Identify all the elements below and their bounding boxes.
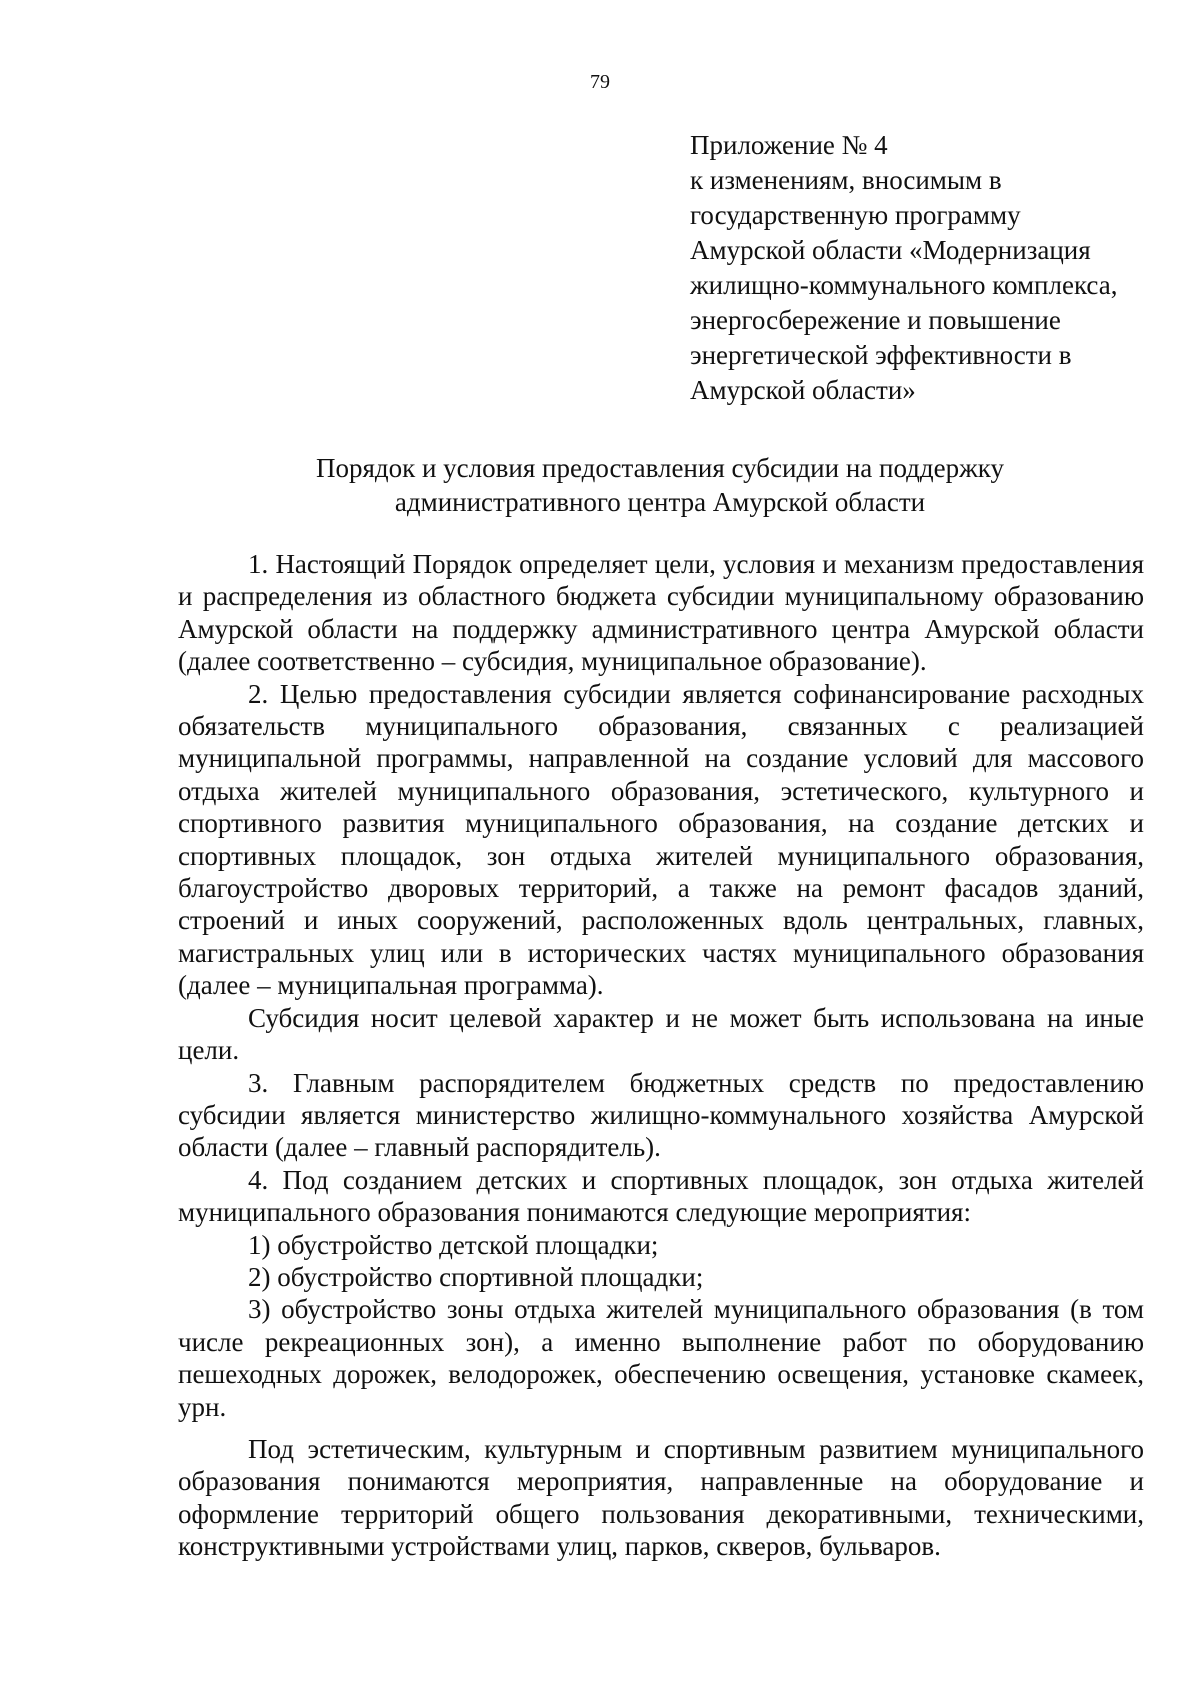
list-item-3: 3) обустройство зоны отдыха жителей муниципального образования (в том числе рекреационных зон), а именно выполнение работ по оборудованию пешеходных дорожек, велодорожек, обеспечению освещения, установке скамеек, урн. bbox=[178, 1294, 1144, 1422]
paragraph-aesthetic-development: Под эстетическим, культурным и спортивным развитием муниципального образования понимаются мероприятия, направленные на оборудование и оформление территорий общего пользования декоративными, техническими, конструктивными устройствами улиц, парков, скверов, бульваров. bbox=[178, 1433, 1144, 1562]
appendix-line: к изменениям, вносимым в bbox=[690, 165, 1002, 195]
appendix-line: Приложение № 4 bbox=[690, 130, 888, 160]
appendix-line: Амурской области «Модернизация bbox=[690, 235, 1091, 265]
appendix-line: энергетической эффективности в bbox=[690, 340, 1072, 370]
document-title-line: административного центра Амурской области bbox=[394, 487, 926, 517]
appendix-header bbox=[690, 128, 1180, 408]
appendix-line: жилищно-коммунального комплекса, bbox=[690, 270, 1118, 300]
paragraph-3: 3. Главным распорядителем бюджетных средств по предоставлению субсидии является министерство жилищно-коммунального хозяйства Амурской области (далее – главный распорядитель). bbox=[178, 1067, 1144, 1163]
page-number: 79 bbox=[590, 71, 610, 93]
list-item-1: 1) обустройство детской площадки; bbox=[248, 1229, 659, 1260]
paragraph-1: 1. Настоящий Порядок определяет цели, условия и механизм предоставления и распределения из областного бюджета субсидии муниципальному образованию Амурской области на поддержку административного центра Амурской области (далее соответственно – субсидия, муниципальное образование). bbox=[178, 549, 1144, 677]
appendix-line: энергосбережение и повышение bbox=[690, 305, 1061, 335]
document-title-line: Порядок и условия предоставления субсидии на поддержку bbox=[315, 453, 1005, 483]
appendix-line: государственную программу bbox=[690, 200, 1021, 230]
list-item-2: 2) обустройство спортивной площадки; bbox=[248, 1261, 704, 1292]
paragraph-2: 2. Целью предоставления субсидии является софинансирование расходных обязательств муниципального образования, связанных с реализацией муниципальной программы, направленной на создание условий для массового отдыха жителей муниципального образования, эстетического, культурного и спортивного развития муниципального образования, на создание детских и спортивных площадок, зон отдыха жителей муниципального образования, благоустройство дворовых территорий, а также на ремонт фасадов зданий, строений и иных сооружений, расположенных вдоль центральных, главных, магистральных улиц или в исторических частях муниципального образования (далее – муниципальная программа). bbox=[178, 678, 1144, 1001]
appendix-line: Амурской области» bbox=[690, 375, 916, 405]
document-title bbox=[175, 451, 1145, 519]
document-body bbox=[178, 548, 1144, 1563]
paragraph-4: 4. Под созданием детских и спортивных площадок, зон отдыха жителей муниципального образования понимаются следующие мероприятия: bbox=[178, 1164, 1144, 1228]
paragraph-subsidy-purpose: Субсидия носит целевой характер и не может быть использована на иные цели. bbox=[178, 1002, 1144, 1066]
